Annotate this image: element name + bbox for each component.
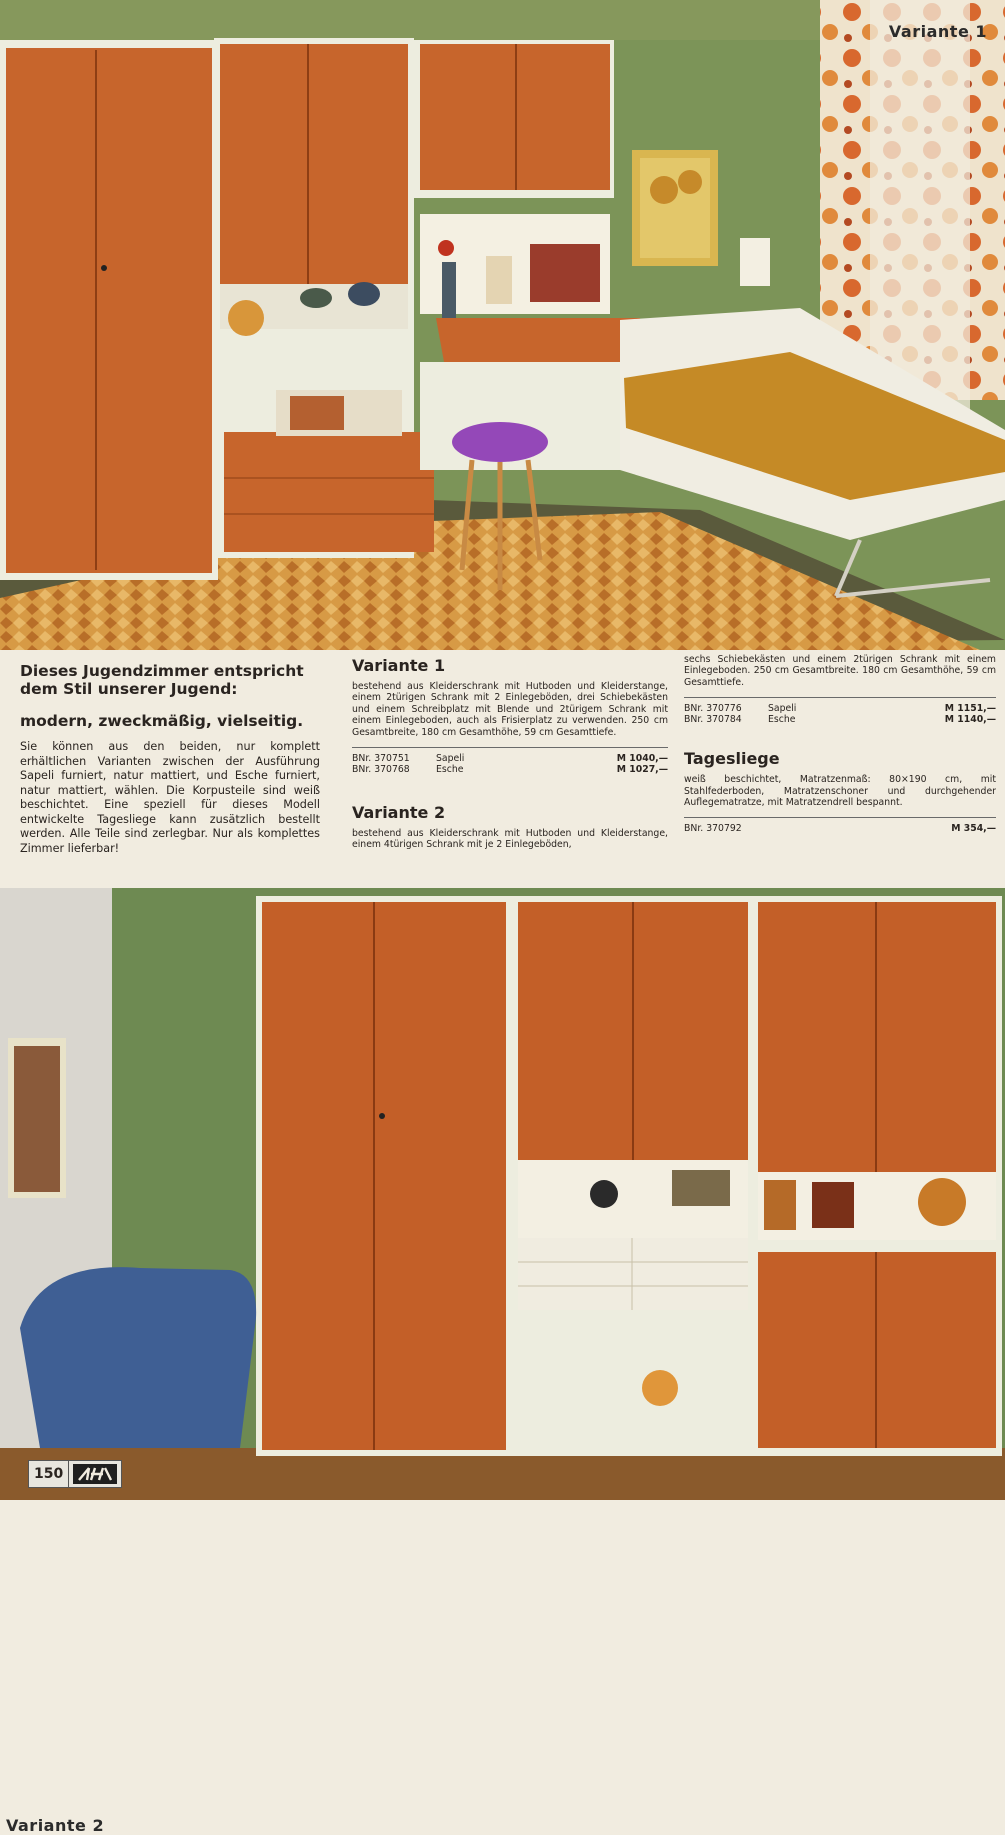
wood-type: Esche: [768, 714, 796, 726]
price-row: [684, 823, 996, 834]
divider: [684, 817, 996, 818]
price-row: [684, 714, 996, 725]
order-number: BNr. 370751: [352, 753, 410, 765]
page-number: 150: [34, 1466, 64, 1482]
variant-column: [352, 656, 668, 851]
price: M 354,—: [951, 823, 996, 835]
order-number: BNr. 370768: [352, 764, 410, 776]
price-row: [352, 753, 668, 764]
wood-type: [768, 823, 951, 834]
intro-body: Sie können aus den beiden, nur komplett erhältlichen Varianten zwischen der Ausführung Sapeli furniert, natur mattiert, und Esche furniert, natur mattiert, wählen. Die Korpusteile sind weiß beschichtet. Eine speziell für dieses Modell entwickelte Tagesliege kann zusätzlich bestellt werden. Alle Teile sind zerlegbar. Nur als komplettes Zimmer lieferbar!: [20, 740, 320, 855]
photo-variante-1: [0, 0, 1005, 650]
variant-2-description-part2: sechs Schiebekästen und einem 2türigen Schrank mit einem Einlegeboden. 250 cm Gesamtbreite. 180 cm Gesamthöhe, 59 cm Gesamttiefe.: [684, 654, 996, 688]
price: M 1040,—: [616, 753, 668, 765]
intro-subtitle: modern, zweckmäßig, vielseitig.: [20, 712, 304, 730]
text-section: [0, 650, 1005, 888]
intro-title: Dieses Jugendzimmer entspricht dem Stil unserer Jugend:: [20, 662, 304, 698]
variant-1-description: bestehend aus Kleiderschrank mit Hutboden und Kleiderstange, einem 2türigen Schrank mit 2 Einlegeböden, drei Schiebekästen und einem Schreibplatz mit Blende und 2türigem Schrank mit einem Einlegeboden, auch als Frisierplatz zu verwenden. 250 cm Gesamtbreite, 180 cm Gesamthöhe, 59 cm Gesamttiefe.: [352, 681, 668, 738]
order-number: BNr. 370792: [684, 823, 742, 835]
photo-variante-2: [0, 888, 1005, 1835]
intro-column: [20, 662, 320, 856]
order-number: BNr. 370784: [684, 714, 742, 726]
continued-column: [684, 654, 996, 834]
order-number: BNr. 370776: [684, 703, 742, 715]
price: M 1140,—: [944, 714, 996, 726]
price: M 1151,—: [944, 703, 996, 715]
variant-1-photo-label: Variante 1: [888, 22, 987, 41]
tagesliege-heading: Tagesliege: [684, 749, 780, 769]
price-row: [352, 764, 668, 775]
divider: [684, 697, 996, 698]
page-footer: [28, 1460, 122, 1488]
price-row: [684, 703, 996, 714]
variant-2-description-part1: bestehend aus Kleiderschrank mit Hutboden und Kleiderstange, einem 4türigen Schrank mit je 2 Einlegeböden,: [352, 828, 668, 851]
wood-type: Sapeli: [768, 703, 797, 715]
wood-type: Esche: [436, 764, 464, 776]
variant-2-photo-label: Variante 2: [6, 1816, 105, 1835]
divider: [352, 747, 668, 748]
catalog-logo-icon: [68, 1461, 121, 1487]
wood-type: Sapeli: [436, 753, 465, 765]
tagesliege-description: weiß beschichtet, Matratzenmaß: 80×190 cm, mit Stahlfederboden, Matratzenschoner und durchgehender Auflegematratze, mit Matratzendrell bespannt.: [684, 774, 996, 809]
variant-1-heading: Variante 1: [352, 656, 446, 675]
price: M 1027,—: [616, 764, 668, 776]
variant-2-heading: Variante 2: [352, 803, 446, 823]
